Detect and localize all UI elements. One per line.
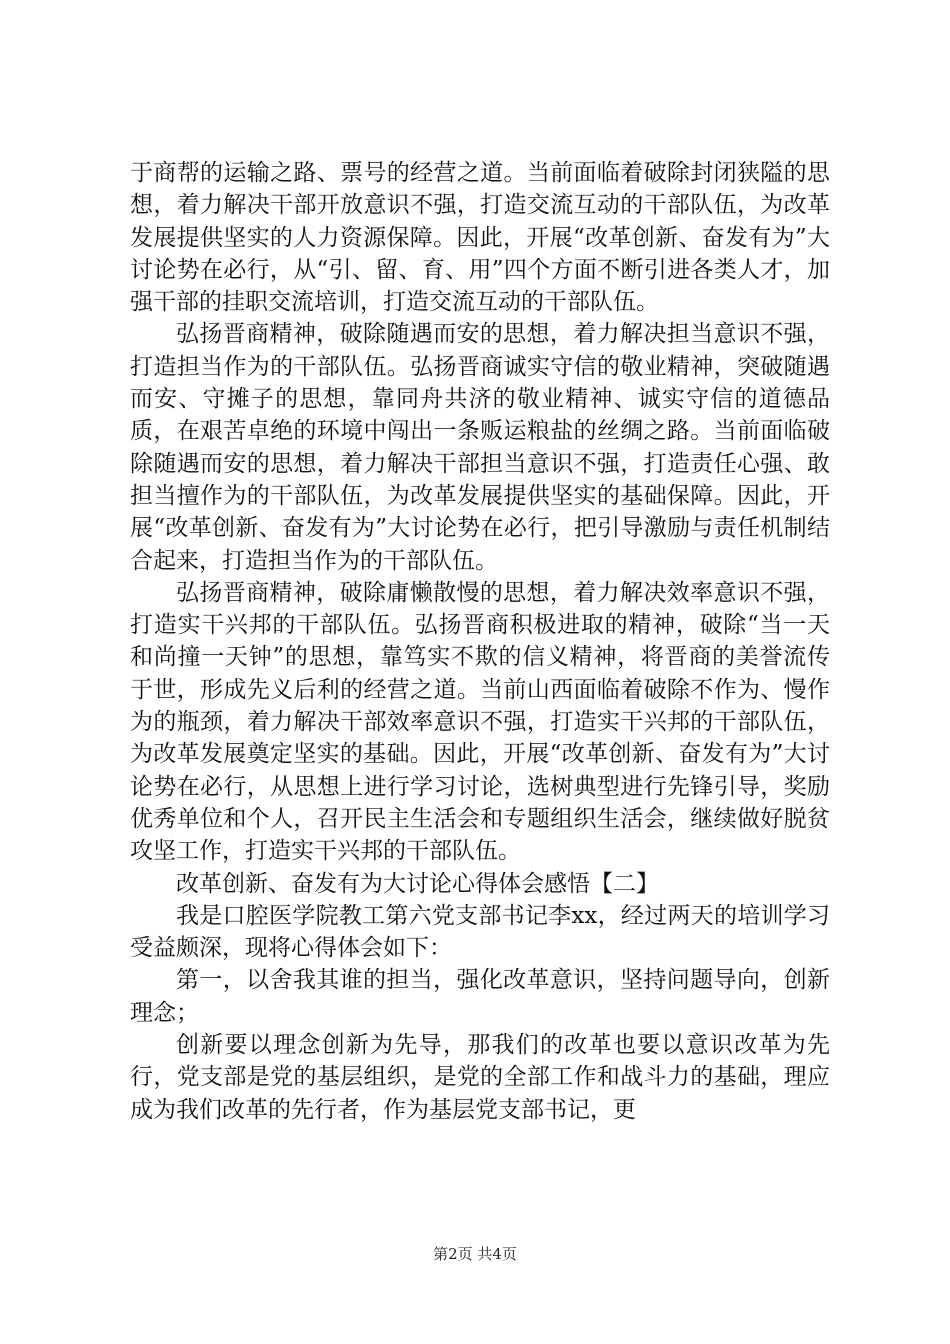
page-number: 第2页 共4页 (433, 1245, 517, 1263)
paragraph-1: 于商帮的运输之路、票号的经营之道。当前面临着破除封闭狭隘的思想，着力解决干部开放意识不强，打造交流互动的干部队伍，为改革发展提供坚实的人力资源保障。因此，开展“改革创新、奋发有为”大讨论势在必行，从“引、留、育、用”四个方面不断引进各类人才，加强干部的挂职交流培训，打造交流互动的干部队伍。 (130, 160, 830, 316)
paragraph-3: 弘扬晋商精神，破除庸懒散慢的思想，着力解决效率意识不强，打造实干兴邦的干部队伍。弘扬晋商积极进取的精神，破除“当一天和尚撞一天钟”的思想，靠笃实不欺的信义精神，将晋商的美誉流传于世，形成先义后利的经营之道。当前山西面临着破除不作为、慢作为的瓶颈，着力解决干部效率意识不强，打造实干兴邦的干部队伍，为改革发展奠定坚实的基础。因此，开展“改革创新、奋发有为”大讨论势在必行，从思想上进行学习讨论，选树典型进行先锋引导，奖励优秀单位和个人，召开民主生活会和专题组织生活会，继续做好脱贫攻坚工作，打造实干兴邦的干部队伍。 (130, 579, 830, 865)
paragraph-5: 第一，以舍我其谁的担当，强化改革意识，坚持问题导向，创新理念； (130, 967, 830, 1026)
paragraph-4: 我是口腔医学院教工第六党支部书记李xx，经过两天的培训学习受益颇深，现将心得体会如下： (130, 902, 830, 962)
paragraph-2: 弘扬晋商精神，破除随遇而安的思想，着力解决担当意识不强，打造担当作为的干部队伍。弘扬晋商诚实守信的敬业精神，突破随遇而安、守摊子的思想，靠同舟共济的敬业精神、诚实守信的道德品质，在艰苦卓绝的环境中闯出一条贩运粮盐的丝绸之路。当前面临破除随遇而安的思想，着力解决干部担当意识不强，打造责任心强、敢担当擅作为的干部队伍，为改革发展提供坚实的基础保障。因此，开展“改革创新、奋发有为”大讨论势在必行，把引导激励与责任机制结合起来，打造担当作为的干部队伍。 (130, 321, 830, 574)
document-body (130, 157, 830, 1126)
paragraph-6: 创新要以理念创新为先导，那我们的改革也要以意识改革为先行，党支部是党的基层组织，是党的全部工作和战斗力的基础，理应成为我们改革的先行者，作为基层党支部书记，更 (130, 1032, 830, 1123)
section-heading: 改革创新、奋发有为大讨论心得体会感悟【二】 (176, 870, 659, 897)
page-footer (0, 1244, 950, 1264)
